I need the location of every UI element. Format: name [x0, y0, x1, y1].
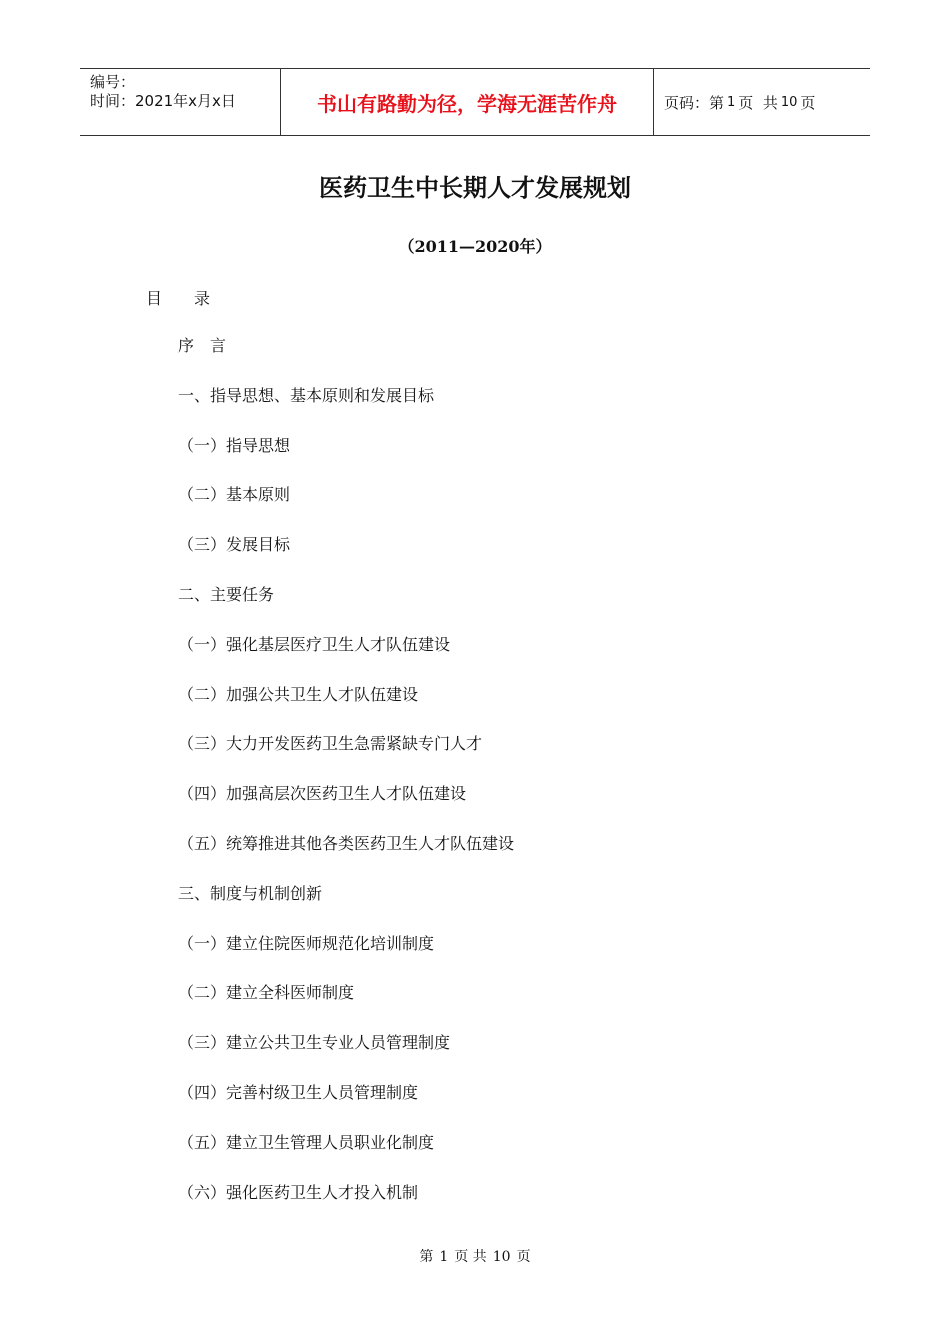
document-time-label: 时间：2021年x月x日: [90, 92, 236, 110]
page-label-prefix: 页码：第: [664, 93, 725, 112]
toc-heading-char-2: 录: [194, 289, 211, 308]
toc-item: （一）指导思想: [178, 435, 291, 455]
table-of-contents: [178, 335, 514, 1231]
toc-item: （二）基本原则: [178, 485, 291, 505]
footer-current: 1: [439, 1249, 449, 1265]
toc-item: （四）加强高层次医药卫生人才队伍建设: [178, 784, 467, 804]
toc-item: 一、指导思想、基本原则和发展目标: [178, 385, 435, 405]
toc-item: （一）强化基层医疗卫生人才队伍建设: [178, 634, 451, 654]
toc-item: 三、制度与机制创新: [178, 883, 323, 903]
toc-item: （四）完善村级卫生人员管理制度: [178, 1082, 419, 1102]
document-number-label: 编号：: [90, 73, 136, 91]
document-subtitle: （2011—2020年）: [398, 237, 552, 256]
header-motto: 书山有路勤为径，学海无涯苦作舟: [281, 69, 654, 135]
toc-item: （六）强化医药卫生人才投入机制: [178, 1182, 419, 1202]
page-label-suffix: 页: [800, 93, 816, 112]
toc-item: 序 言: [178, 336, 227, 355]
page-label-mid: 页 共: [738, 93, 778, 112]
header-meta: [80, 69, 281, 135]
toc-item: （二）加强公共卫生人才队伍建设: [178, 684, 419, 704]
toc-item: （五）统筹推进其他各类医药卫生人才队伍建设: [178, 833, 515, 853]
document-title: 医药卫生中长期人才发展规划: [319, 173, 631, 202]
toc-item: （三）建立公共卫生专业人员管理制度: [178, 1033, 451, 1053]
footer-suffix: 页: [516, 1249, 531, 1265]
page-current: 1: [727, 94, 736, 110]
footer-total: 10: [492, 1249, 511, 1265]
toc-heading: [146, 286, 210, 309]
page-footer: [0, 1246, 950, 1266]
toc-item: （一）建立住院医师规范化培训制度: [178, 933, 435, 953]
toc-heading-char-1: 目: [146, 289, 163, 308]
page-header: [80, 68, 870, 136]
footer-prefix: 第: [419, 1249, 434, 1265]
toc-item: （五）建立卫生管理人员职业化制度: [178, 1132, 435, 1152]
footer-mid: 页 共: [454, 1249, 487, 1265]
toc-item: （二）建立全科医师制度: [178, 983, 355, 1003]
toc-item: （三）发展目标: [178, 535, 291, 555]
toc-item: （三）大力开发医药卫生急需紧缺专门人才: [178, 734, 483, 754]
page-total: 10: [780, 94, 798, 110]
header-page-info: [654, 69, 870, 135]
toc-item: 二、主要任务: [178, 584, 275, 604]
